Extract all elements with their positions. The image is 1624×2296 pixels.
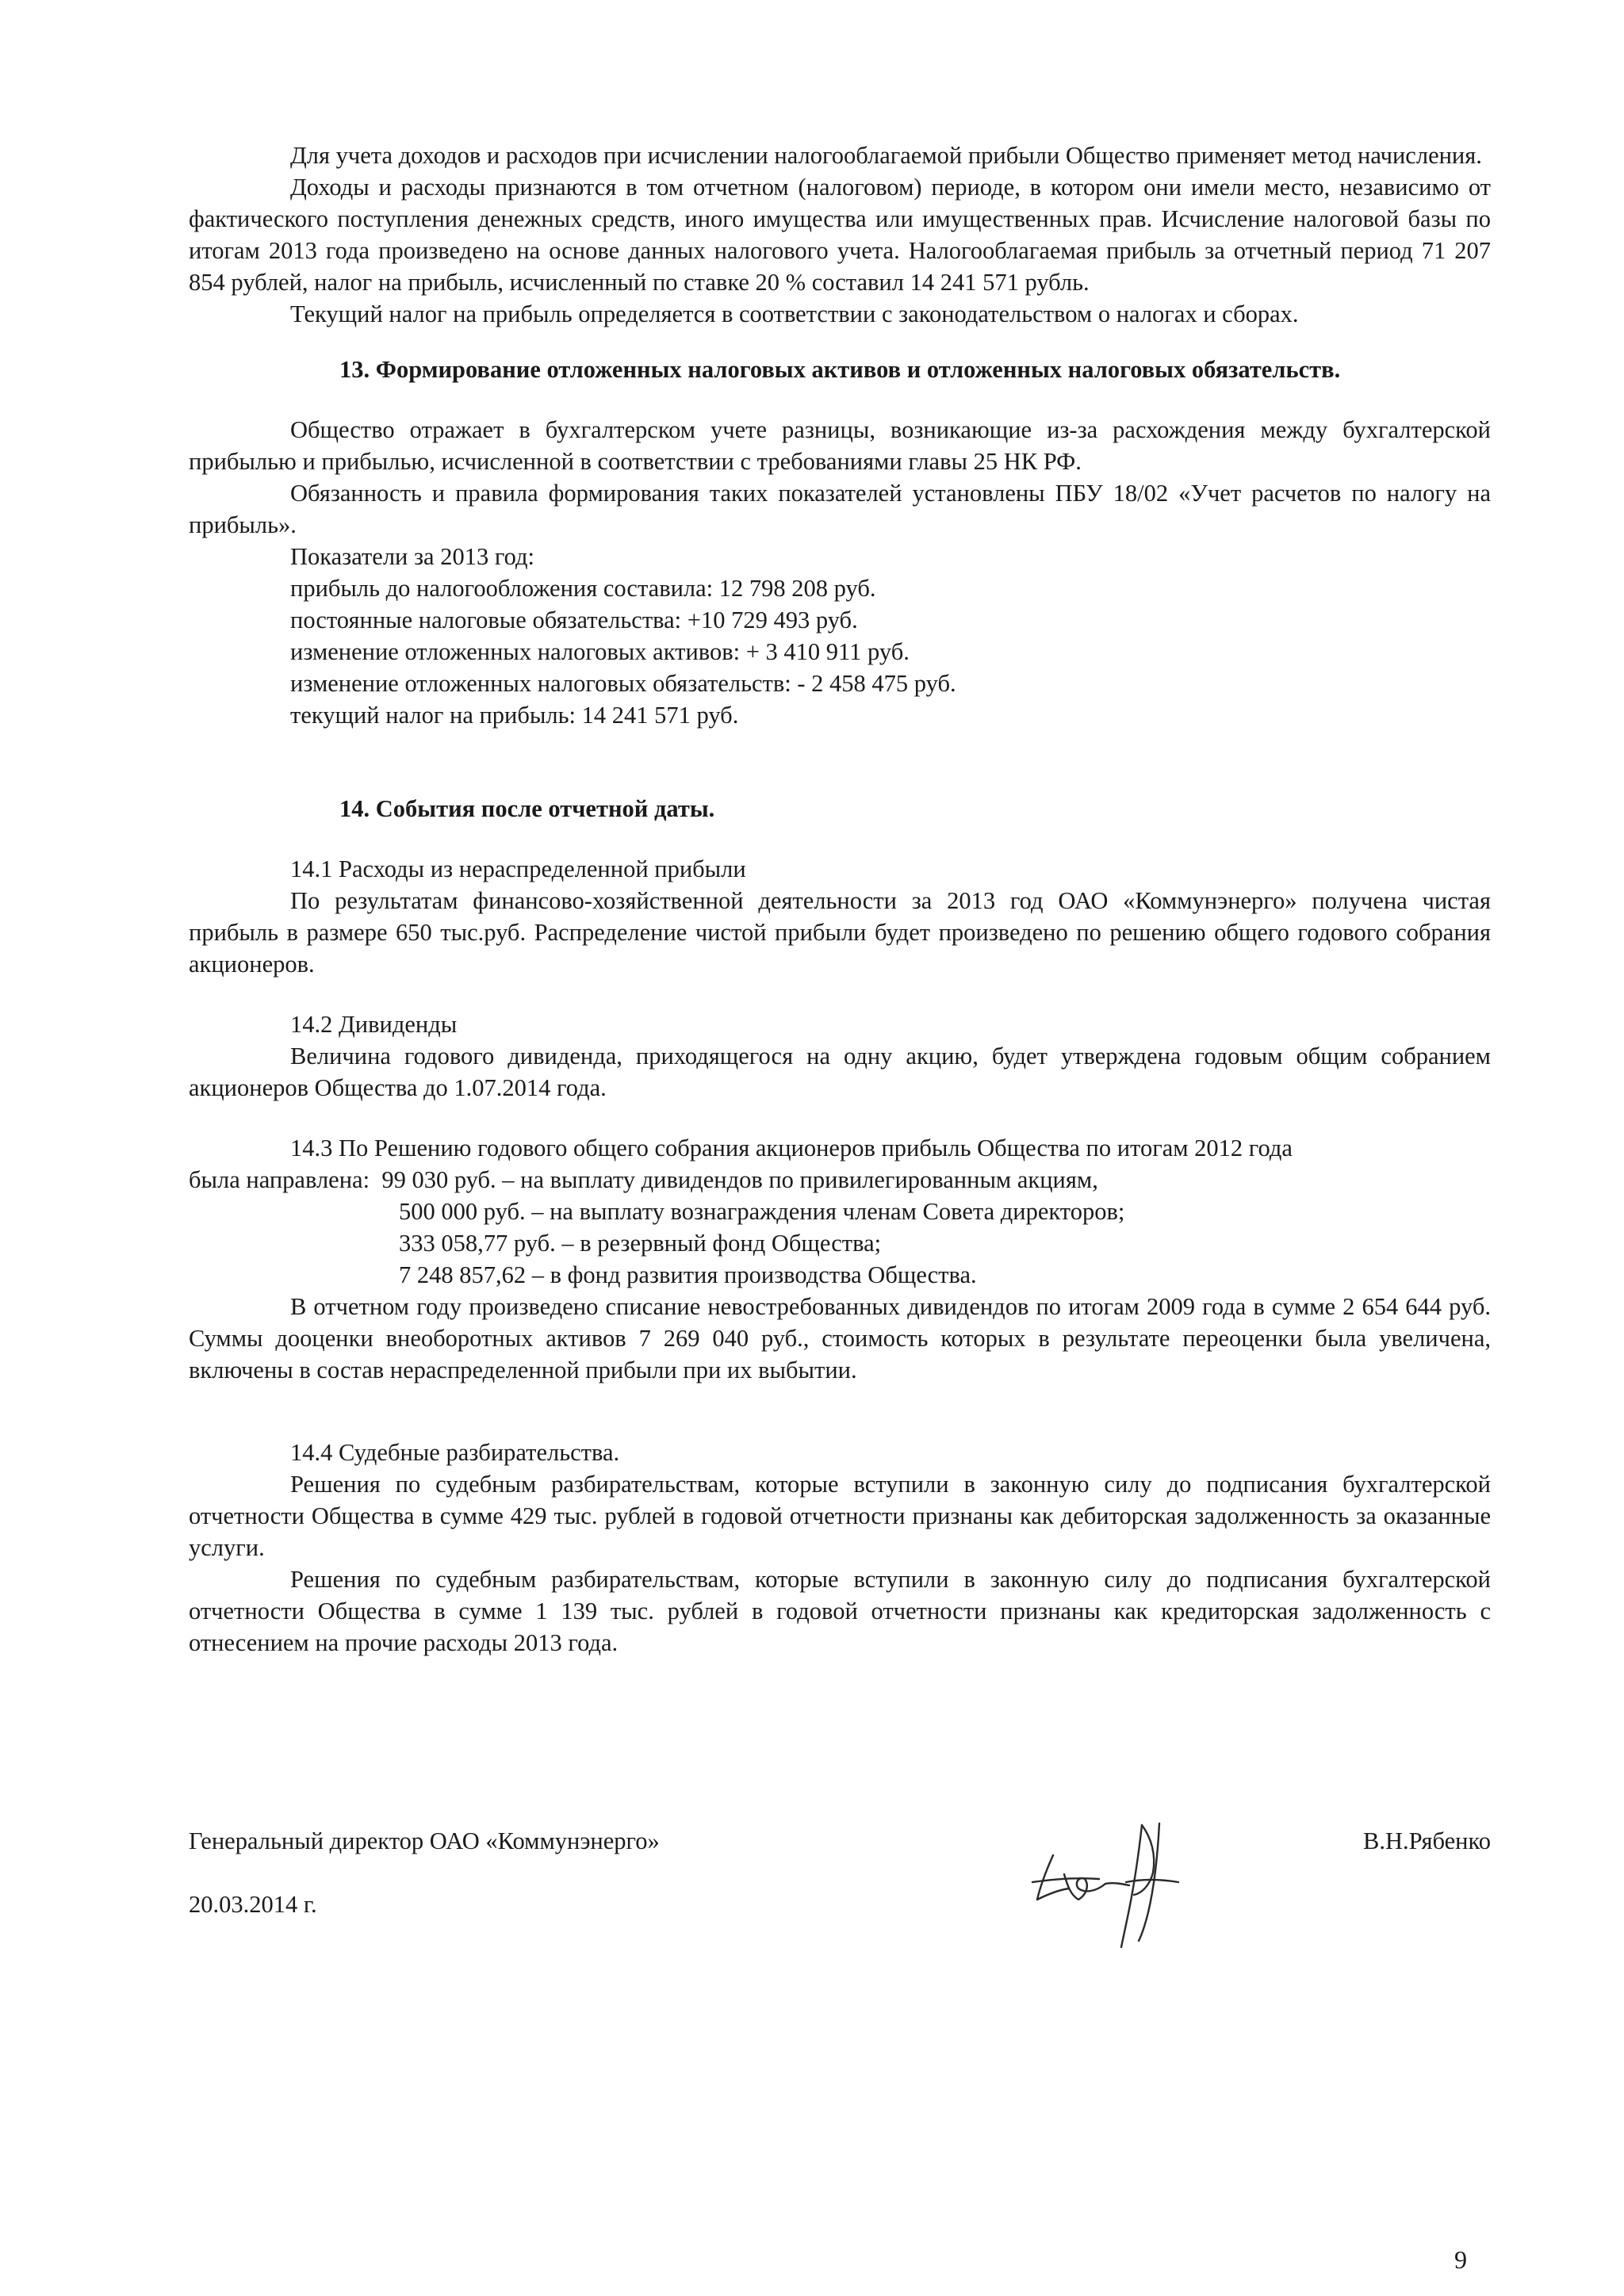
paragraph: Обязанность и правила формирования таких показателей установлены ПБУ 18/02 «Учет расчетов по налогу на прибыль». — [189, 480, 1491, 538]
allocation-first-row — [189, 1164, 1491, 1196]
section-14-heading: 14. События после отчетной даты. — [339, 795, 715, 822]
allocation-item: 7 248 857,62 – в фонд развития производства Общества. — [399, 1261, 977, 1288]
allocation-lead: была направлена: — [189, 1166, 370, 1193]
indicator-item: изменение отложенных налоговых активов: + 3 410 911 руб. — [290, 638, 910, 665]
paragraph: Решения по судебным разбирательствам, которые вступили в законную силу до подписания бухгалтерской отчетности Общества в сумме 1 139 тыс. рублей в годовой отчетности признаны как кредиторская задолженность с отнесением на прочие расходы 2013 года. — [189, 1566, 1491, 1656]
indicator-item: постоянные налоговые обязательства: +10 729 493 руб. — [290, 607, 858, 633]
allocation-item: 99 030 руб. – на выплату дивидендов по привилегированным акциям, — [381, 1166, 1098, 1193]
allocation-item: 333 058,77 руб. – в резервный фонд Общества; — [399, 1230, 882, 1257]
subsection-intro: 14.3 По Решению годового общего собрания акционеров прибыль Общества по итогам 2012 года — [290, 1135, 1293, 1161]
page-number: 9 — [1454, 2245, 1467, 2274]
document-date: 20.03.2014 г. — [189, 1891, 317, 1918]
allocation-item: 500 000 руб. – на выплату вознаграждения членам Совета директоров; — [399, 1198, 1125, 1225]
paragraph: Текущий налог на прибыль определяется в соответствии с законодательством о налогах и сборах. — [290, 300, 1299, 327]
subsection-title: 14.4 Судебные разбирательства. — [290, 1439, 620, 1466]
section-13 — [189, 414, 1491, 731]
signatory-position: Генеральный директор ОАО «Коммунэнерго» — [189, 1827, 660, 1854]
subsection-title: 14.1 Расходы из нераспределенной прибыли — [290, 855, 746, 882]
paragraph: Доходы и расходы признаются в том отчетном (налоговом) периоде, в котором они имели место, независимо от фактического поступления денежных средств, иного имущества или имущественных прав. Исчисление налоговой базы по итогам 2013 года произведено на основе данных налогового учета. Налогооблагаемая прибыль за отчетный период 71 207 854 рублей, налог на прибыль, исчисленный по ставке 20 % составил 14 241 571 рубль. — [189, 174, 1491, 296]
handwritten-signature — [1023, 1806, 1197, 1957]
paragraph: Для учета доходов и расходов при исчислении налогооблагаемой прибыли Общество применяет метод начисления. — [290, 142, 1482, 169]
paragraph: Общество отражает в бухгалтерском учете разницы, возникающие из-за расхождения между бухгалтерской прибылью и прибылью, исчисленной в соответствии с требованиями главы 25 НК РФ. — [189, 416, 1491, 475]
section-13-heading: 13. Формирование отложенных налоговых активов и отложенных налоговых обязательств. — [339, 356, 1341, 383]
subsection-title: 14.2 Дивиденды — [290, 1011, 458, 1038]
signatory-name: В.Н.Рябенко — [1363, 1827, 1491, 1854]
indicator-item: изменение отложенных налоговых обязательств: - 2 458 475 руб. — [290, 670, 956, 697]
document-body — [189, 140, 1491, 1659]
indicator-item: текущий налог на прибыль: 14 241 571 руб. — [290, 702, 739, 729]
indicators-title: Показатели за 2013 год: — [290, 543, 534, 570]
signature-block — [189, 1825, 1491, 1920]
section-14 — [189, 853, 1491, 1659]
paragraph: В отчетном году произведено списание невостребованных дивидендов по итогам 2009 года в сумме 2 654 644 руб. Суммы дооценки внеоборотных активов 7 269 040 руб., стоимость которых в результате переоценки была увеличена, включены в состав нераспределенной прибыли при их выбытии. — [189, 1293, 1491, 1383]
paragraph: Величина годового дивиденда, приходящегося на одну акцию, будет утверждена годовым общим собранием акционеров Общества до 1.07.2014 года. — [189, 1043, 1491, 1101]
paragraph: По результатам финансово-хозяйственной деятельности за 2013 год ОАО «Коммунэнерго» получена чистая прибыль в размере 650 тыс.руб. Распределение чистой прибыли будет произведено по решению общего годового собрания акционеров. — [189, 887, 1491, 978]
paragraph: Решения по судебным разбирательствам, которые вступили в законную силу до подписания бухгалтерской отчетности Общества в сумме 429 тыс. рублей в годовой отчетности признаны как дебиторская задолженность за оказанные услуги. — [189, 1471, 1491, 1561]
indicator-item: прибыль до налогообложения составила: 12 798 208 руб. — [290, 575, 876, 602]
section-12 — [189, 140, 1491, 330]
